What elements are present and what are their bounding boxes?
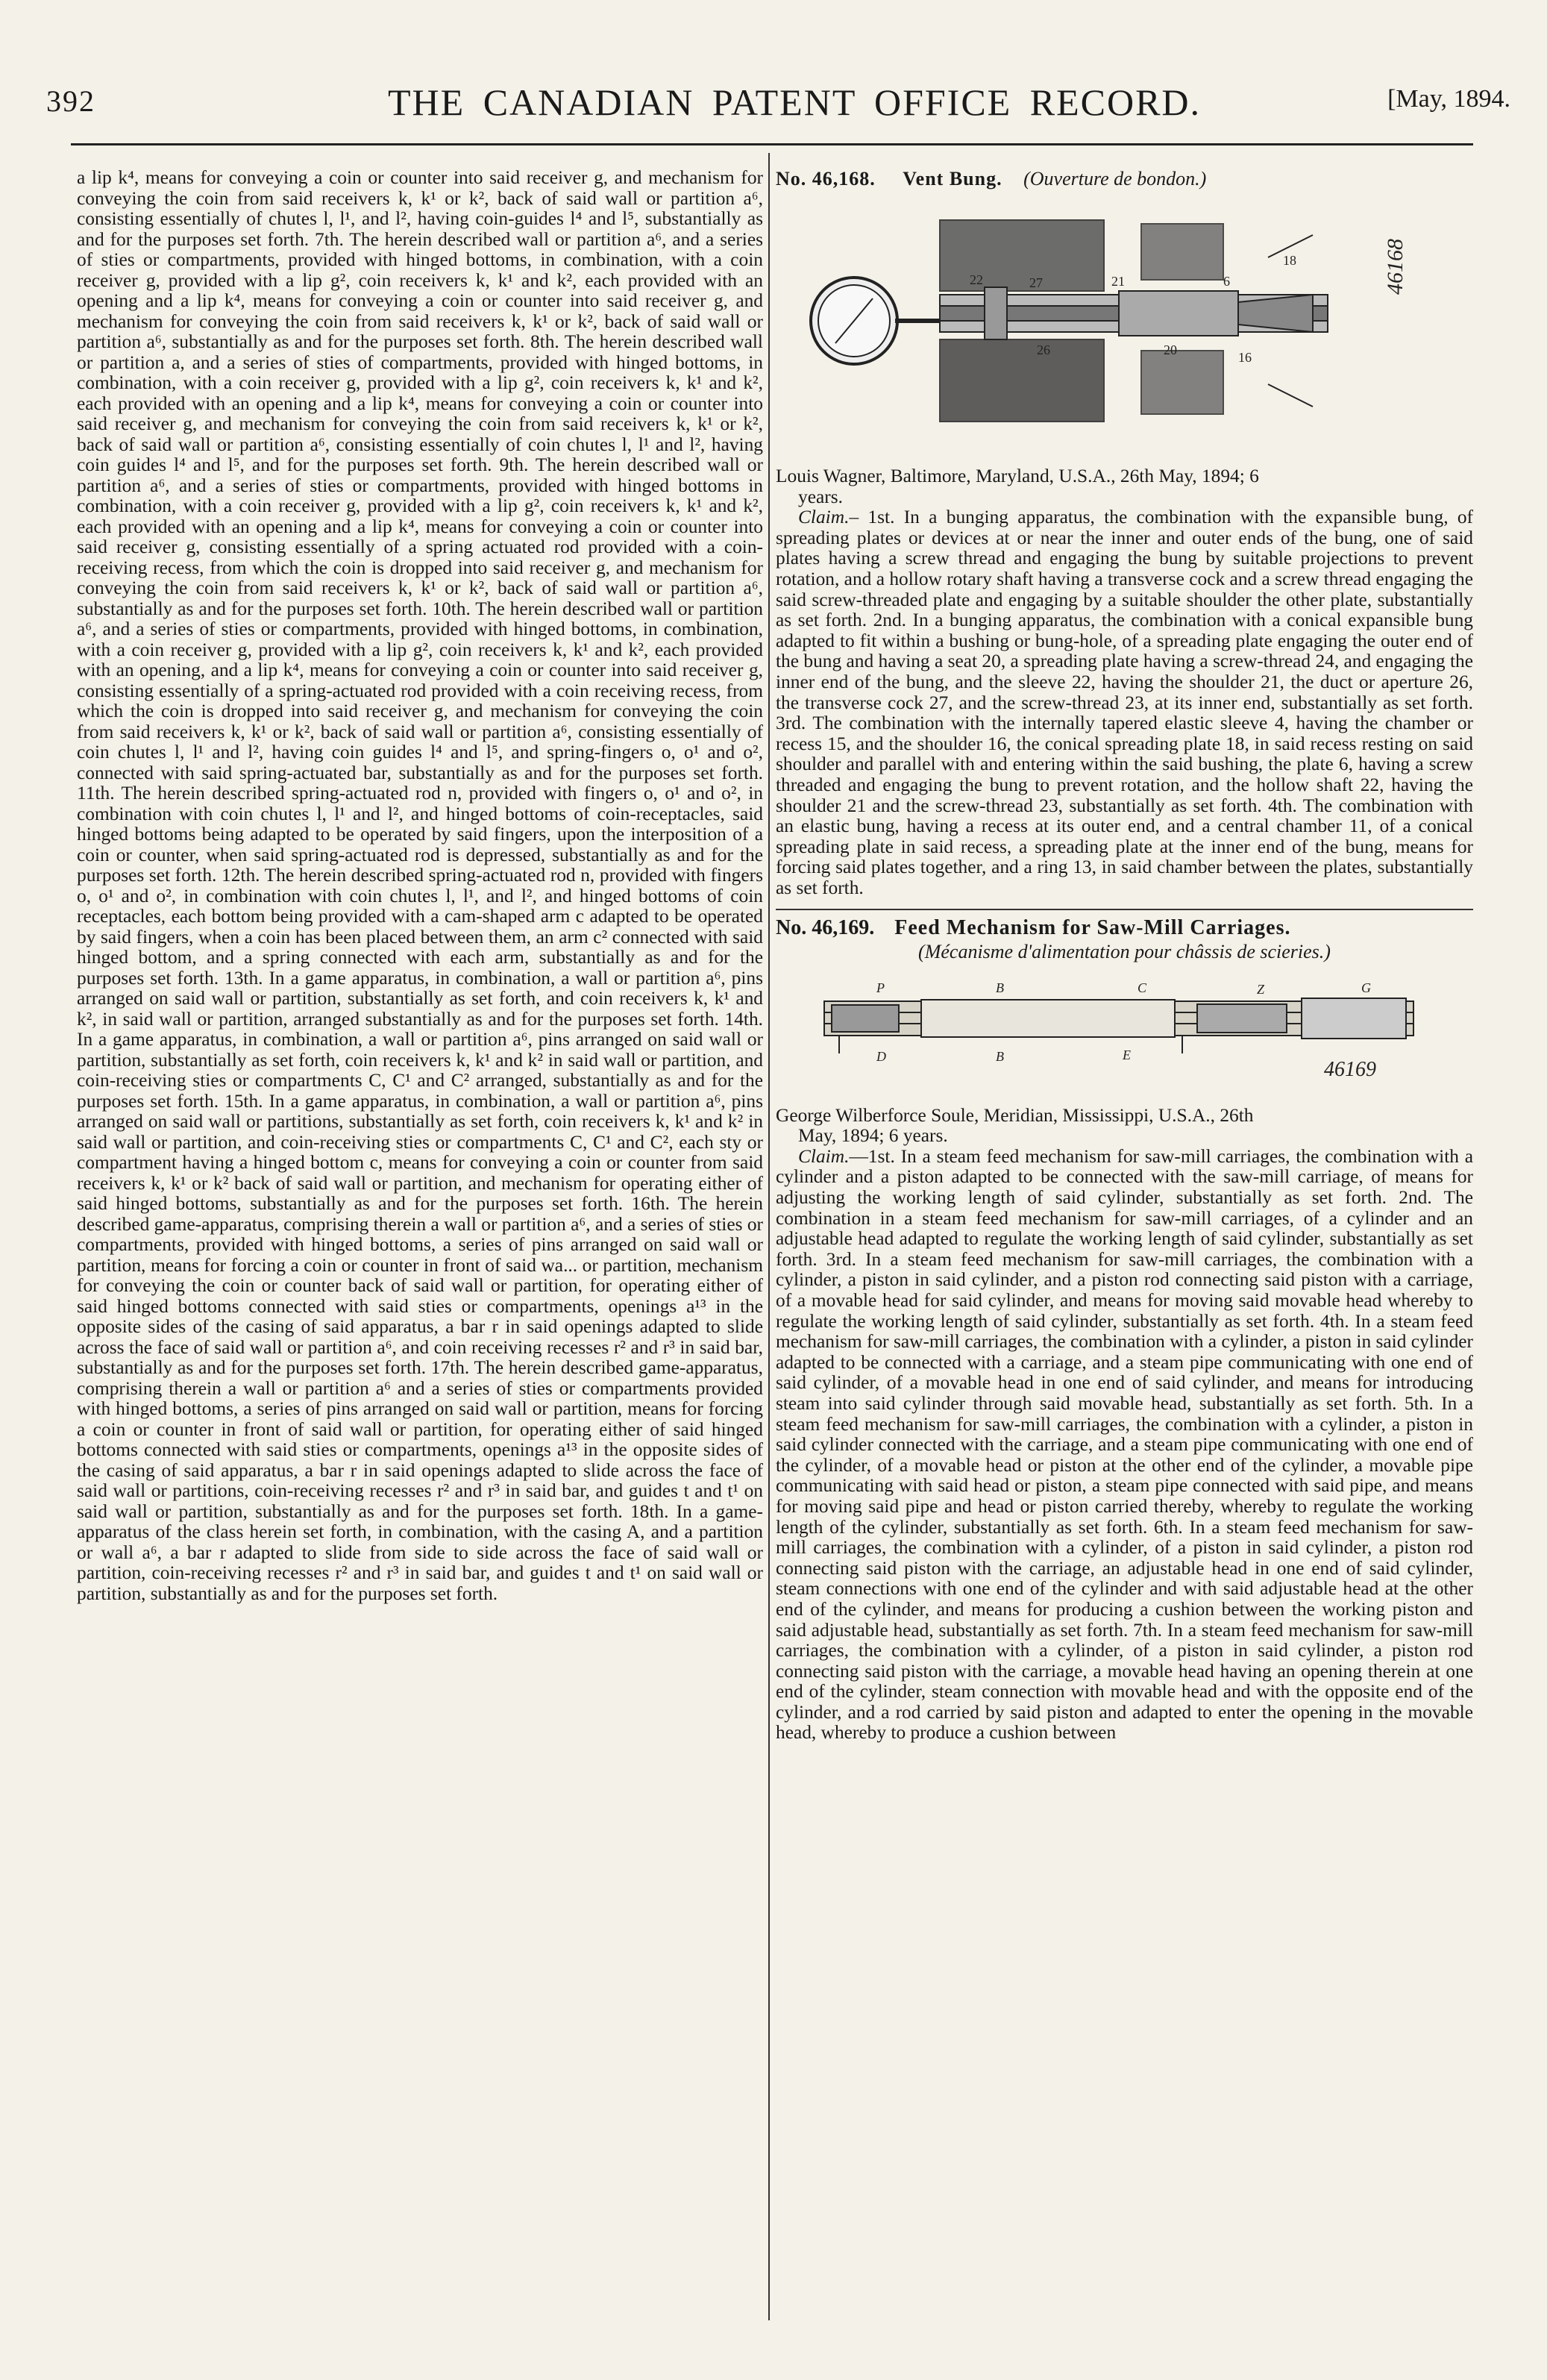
patent-claims (776, 507, 1473, 898)
svg-text:18: 18 (1283, 253, 1296, 268)
patent-number: No. 46,168. (776, 168, 876, 190)
figure-annotation: 46169 (1324, 1057, 1376, 1081)
svg-text:26: 26 (1037, 342, 1050, 357)
left-column (77, 168, 763, 2380)
svg-text:G: G (1361, 980, 1371, 995)
patent-inventor (776, 466, 1473, 507)
patent-french-title: (Mécanisme d'alimentation pour châssis de scieries.) (918, 941, 1331, 963)
patent-46168-body (776, 466, 1473, 1744)
patent-inventor (776, 1106, 1473, 1147)
issue-date: [May, 1894. (1387, 85, 1510, 113)
page-header (37, 81, 1510, 125)
patent-46169-heading (776, 918, 1473, 939)
patent-french-title: (Ouverture de bondon.) (1023, 168, 1207, 190)
svg-text:16: 16 (1238, 350, 1252, 365)
claim-label: Claim. (798, 507, 850, 528)
left-column-text: a lip k⁴, means for conveying a coin or counter into said receiver g, and mechanism for conveying the coin from said receivers k, k¹ or k², back of said wall or partition a⁶, consisting essentially of chutes l, l¹, and l², having coin-guides l⁴ and l⁵, substantially as and for the purposes set forth. 7th. The herein described wall or partition a⁶, and a series of sties or compartments, provided with hinged bottoms, in combination, with a coin receiver g, provided with a lip g², coin receivers k, k¹ and k², each provided with an opening and a lip k⁴, means for conveying a coin or counter into said receiver g, and mechanism for conveying the coin from said receivers k, k¹ or k², back of said wall or partition a⁶, substantially as and for the purposes set forth. 8th. The herein described wall or partition a, and a series of sties of compartments, provided with hinged bottoms, in combination, with a coin receiver g, provided with a lip g², coin receivers k, k¹ and k², each provided with an opening and a lip k⁴, means for conveying a coin or counter into said receiver g, and mechanism for conveying the coin from said receivers k, k¹ or k², back of said wall or partition a⁶, consisting essentially of coin chutes l, l¹ and l², having coin guides l⁴ and l⁵, and for the purposes set forth. 9th. The herein described wall or partition a⁶, and a series of sties or compartments, provided with hinged bottoms in combination, with a coin receiver g, provided with a lip g², coin receivers k, k¹ and k², each provided with an opening and a lip k⁴, means for conveying a coin or counter into said receiver g, consisting essentially of a spring actuated rod provided with a coin-receiving recess, from which the coin is dropped into said receiver g, and mechanism for conveying the coin from said receivers k, k¹ or k², back of said wall or partition a⁶, substantially as and for the purposes set forth. 10th. The herein described wall or partition a⁶, and a series of sties or compartments, provided with hinged bottoms, in combination, with a coin receiver g, provided with a lip g², coin receivers k, k¹ and k², each provided with an opening, and a lip k⁴, means for conveying a coin or counter into said receiver g, consisting essentially of a spring-actuated rod provided with a coin receiving recess, from which the coin is dropped into said receiver g, and mechanism for conveying the coin from said receivers k, k¹ or k², back of said wall or partition a⁶, consisting essentially of coin chutes l, l¹ and l², having coin guides l⁴ and l⁵, and spring-fingers o, o¹ and o², connected with said spring-actuated bar, substantially as and for the purposes set forth. 11th. The herein described spring-actuated rod n, provided with fingers o, o¹ and o², in combination with coin chutes l, l¹ and l², and hinged bottoms of coin-receptacles, said hinged bottoms being adapted to be operated by said fingers, upon the interposition of a coin or counter, when said spring-actuated rod is depressed, substantially as and for the purposes set forth. 12th. The herein described spring-actuated rod n, provided with fingers o, o¹ and o², in combination with coin chutes l, l¹, and l², and hinged bottoms of coin receptacles, each bottom being provided with a cam-shaped arm c adapted to be operated by said fingers, when a coin has been placed between them, an arm c² connected with said hinged bottom, and a spring connected with each arm, substantially as and for the purposes set forth. 13th. In a game apparatus, in combination, a wall or partition a⁶, pins arranged on said wall or partition, substantially as set forth, and coin receivers k, k¹ and k², in said wall or partition, arranged substantially as and for the purposes set forth. 14th. In a game apparatus, in combination, a wall or partition a⁶, pins arranged on said wall or partition, substantially as set forth, coin receivers k, k¹ and k² in said wall or partition, and coin-receiving sties or compartments C, C¹ and C² arranged, substantially as and for the purposes set forth. 15th. In a game apparatus, in combination, a wall or partition a⁶, pins arranged on said wall or partitions, substantially as set forth, coin receivers k, k¹ and k² in said wall or partition, and coin-receiving sties or compartments C, C¹ and C², each sty or compartment having a hinged bottom c, means for conveying a coin or counter from said receivers k, k¹ or k² back of said wall or partition, and mechanism for operating either of said hinged bottoms, substantially as and for the purposes set forth. 16th. The herein described game-apparatus, comprising therein a wall or partition a⁶, and a series of sties or compartments, provided with hinged bottoms, a series of pins arranged on said wall or partition, means for forcing a coin or counter in front of said wa... or partition, mechanism for conveying the coin or counter back of said wall or partition, for operating either of said hinged bottoms connected with said sties or compartments, openings a¹³ in the opposite sides of the casing of said apparatus, a bar r in said openings adapted to slide across the face of said wall or partition a⁶, and coin receiving recesses r² and r³ in said bar, substantially as and for the purposes set forth. 17th. The herein described game-apparatus, comprising therein a wall or partition a⁶ and a series of sties or compartments provided with hinged bottoms, a series of pins arranged on said wall or partition, means for forcing a coin or counter in front of said wall or partition, for operating either of said hinged bottoms connected with said sties or compartments, openings a¹³ in the opposite sides of the casing of said apparatus, a bar r in said openings adapted to slide across the face of said wall or partitions, coin-receiving recesses r² and r³ in said bar, and guides t and t¹ on said wall or partition, substantially as and for the purposes set forth. 18th. In a game-apparatus of the class herein set forth, in combination, with the casing A, and a partition or wall a⁶, a bar r adapted to slide from side to side across the face of said wall or partition, coin-receiving recesses r² and r³ in said bar, and guides t and t¹ on said wall or partition, substantially as and for the purposes set forth. (77, 168, 763, 1604)
patent-claims (776, 1147, 1473, 1744)
patent-46168-heading (776, 168, 1473, 190)
svg-text:22: 22 (970, 272, 983, 287)
publication-title: THE CANADIAN PATENT OFFICE RECORD. (388, 81, 1202, 123)
svg-text:B: B (996, 980, 1004, 995)
svg-text:Z: Z (1257, 981, 1265, 997)
svg-text:6: 6 (1223, 274, 1230, 289)
svg-text:27: 27 (1029, 275, 1043, 290)
svg-text:B: B (996, 1048, 1004, 1064)
inventor-line-cont: years. (798, 486, 843, 507)
saw-mill-feed-figure (809, 971, 1428, 1098)
claim-text: —1st. In a steam feed mechanism for saw-mill carriages, the combination with a cylinder and a piston adapted to be connected with the saw-mill carriage, of means for adjusting the working length of said cylinder, substantially as set forth. 2nd. The combination in a steam feed mechanism for saw-mill carriages, of a cylinder and an adjustable head adapted to regulate the working length of said cylinder, substantially as set forth. 3rd. In a steam feed mechanism for saw-mill carriages, the combination with a cylinder, a piston in said cylinder, and a piston rod connecting said piston with a carriage, of a movable head for said cylinder, and means for moving said movable head whereby to regulate the working length of said cylinder, substantially as set forth. 4th. In a steam feed mechanism for saw-mill carriages, the combination with a cylinder, a piston in said cylinder adapted to be connected with a carriage, and a steam pipe communicating with one end of said cylinder, of a movable head in one end of said cylinder, and means for introducing steam into said cylinder through said movable head, substantially as set forth. 5th. In a steam feed mechanism for saw-mill carriages, the combination with a cylinder, a piston in said cylinder connected with the carriage, and a steam pipe communicating with one end of the cylinder, of a movable head or piston at the other end of the cylinder, a movable pipe communicating with said head or piston, a steam pipe connected with said pipe, and means for moving said pipe and head or piston carried thereby, whereby to regulate the working length of the cylinder, substantially as set forth. 6th. In a steam feed mechanism for saw-mill carriages, the combination with a cylinder, of a piston in said cylinder, a piston rod connecting said piston with the carriage, an adjustable head in one end of said cylinder, steam connections with one end of the cylinder and with said adjustable head at the other end of the cylinder, and means for producing a cushion between the working piston and said adjustable head, substantially as set forth. 7th. In a steam feed mechanism for saw-mill carriages, the combination with a cylinder, of a piston in said cylinder, a piston rod connecting said piston with the carriage, a movable head having an opening therein at one end of the cylinder, steam connection with movable head and with the opposite end of the cylinder, and a rod carried by said piston and adapted to enter the opening in the movable head, whereby to produce a cushion between (776, 1145, 1473, 1744)
svg-text:E: E (1123, 1047, 1131, 1062)
patent-title: Vent Bung. (903, 168, 1002, 190)
svg-text:P: P (876, 980, 885, 995)
column-divider (768, 153, 770, 2320)
inventor-line: George Wilberforce Soule, Meridian, Mississippi, U.S.A., 26th (776, 1104, 1254, 1126)
patent-number: No. 46,169. (776, 916, 875, 940)
patent-title: Feed Mechanism for Saw-Mill Carriages. (894, 916, 1291, 940)
inventor-line-cont: May, 1894; 6 years. (798, 1125, 948, 1147)
vent-bung-figure (791, 213, 1462, 436)
page-number: 392 (46, 84, 95, 118)
right-column (776, 168, 1473, 2335)
claim-label: Claim. (798, 1145, 850, 1167)
inventor-line: Louis Wagner, Baltimore, Maryland, U.S.A., 26th May, 1894; 6 (776, 466, 1259, 486)
figure-annotation: 46168 (1383, 239, 1408, 295)
svg-text:20: 20 (1164, 342, 1177, 357)
svg-text:D: D (876, 1048, 886, 1064)
svg-text:C: C (1138, 980, 1147, 995)
header-rule (71, 143, 1473, 145)
svg-text:21: 21 (1111, 274, 1125, 289)
claim-text: – 1st. In a bunging apparatus, the combination with the expansible bung, of spreading plates or devices at or near the inner and outer ends of the bung, one of said plates having a screw thread and engaging the bung by suitable projections to prevent rotation, and a hollow rotary shaft having a transverse cock and a screw thread engaging the said screw-threaded plate and engaging by a suitable shoulder the other plate, substantially as set forth. 2nd. In a bunging apparatus, the combination with a conical expansible bung adapted to fit within a bushing or bung-hole, of a spreading plate engaging the outer end of the bung and having a seat 20, a spreading plate having a screw-thread 24, and engaging the inner end of the bung, and the sleeve 22, having the shoulder 21, the duct or aperture 26, the transverse cock 27, and the screw-thread 23, at its inner end, substantially as set forth. 3rd. The combination with the internally tapered elastic sleeve 4, having the chamber or recess 15, and the shoulder 16, the conical spreading plate 18, in said recess resting on said shoulder and parallel with and entering within the said bushing, the plate 6, having a screw threaded and engaging the bung to prevent rotation, and the hollow shaft 22, having the shoulder 21 and the screw-thread 23, substantially as set forth. 4th. The combination with an elastic bung, having a recess at its outer end, and a central chamber 11, of a conical spreading plate in said recess, a spreading plate at the inner end of the bung, means for forcing said plates together, and a ring 13, in said chamber between the plates, substantially as set forth. (776, 507, 1473, 898)
section-separator (776, 909, 1473, 910)
